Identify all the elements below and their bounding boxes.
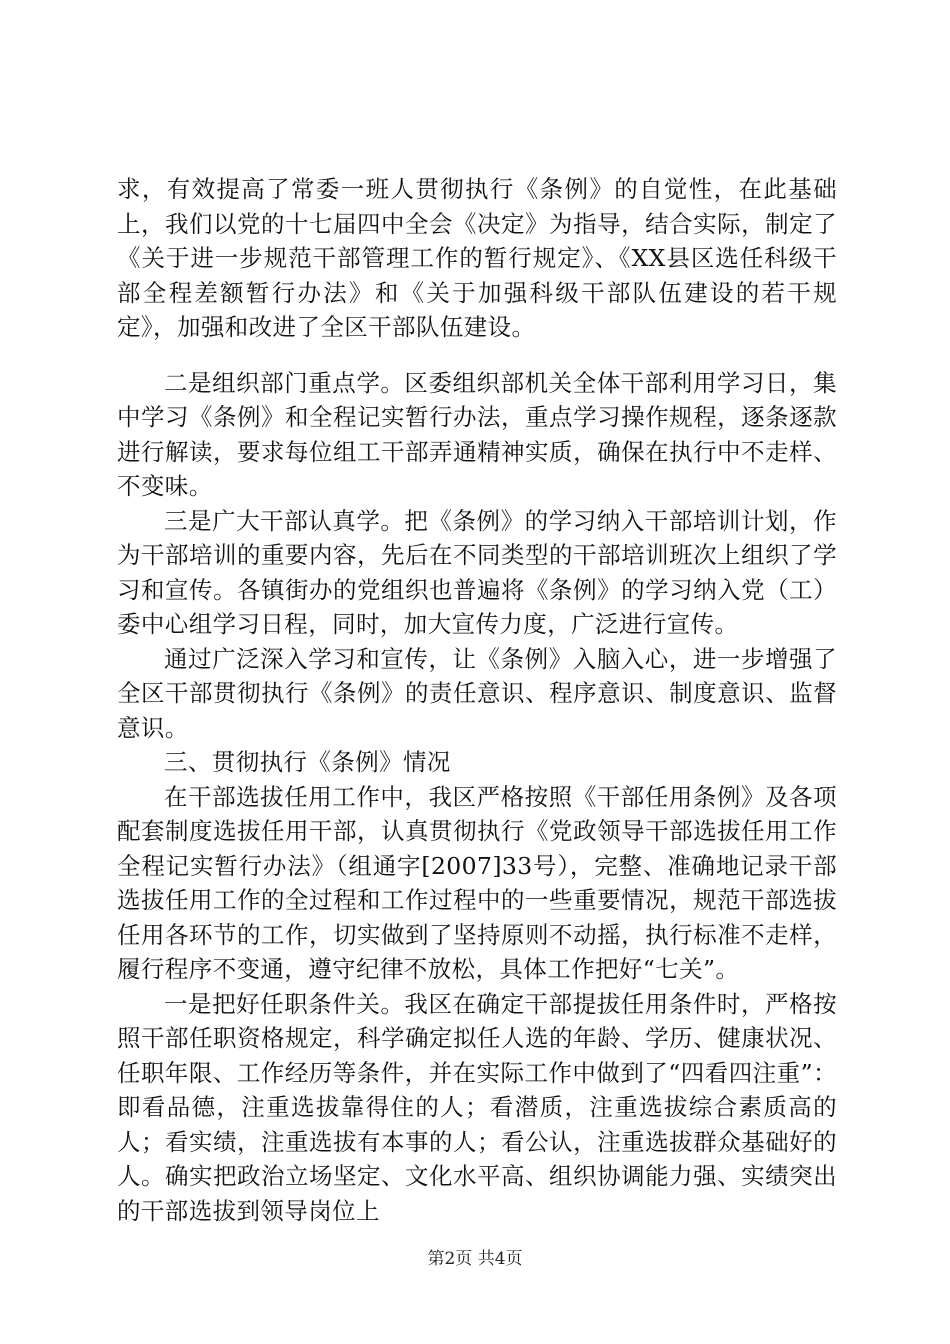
paragraph-5: 在干部选拔任用工作中，我区严格按照《干部任用条例》及各项配套制度选拔任用干部，认真贯彻执行《党政领导干部选拔任用工作全程记实暂行办法》（组通字[2007]33号），完整、准确地记录干部选拔任用工作的全过程和工作过程中的一些重要情况，规范干部选拔任用各环节的工作，切实做到了坚持原则不动摇，执行标准不走样，履行程序不变通，遵守纪律不放松，具体工作把好“七关”。 <box>117 782 837 983</box>
paragraph-6: 一是把好任职条件关。我区在确定干部提拔任用条件时，严格按照干部任职资格规定，科学确定拟任人选的年龄、学历、健康状况、任职年限、工作经历等条件，并在实际工作中做到了“四看四注重”：即看品德，注重选拔靠得住的人；看潜质，注重选拔综合素质高的人；看实绩，注重选拔有本事的人；看公认，注重选拔群众基础好的人。确实把政治立场坚定、文化水平高、组织协调能力强、实绩突出的干部选拔到领导岗位上 <box>117 989 837 1225</box>
paragraph-2: 二是组织部门重点学。区委组织部机关全体干部利用学习日，集中学习《条例》和全程记实暂行办法，重点学习操作规程，逐条逐款进行解读，要求每位组工干部弄通精神实质，确保在执行中不走样、不变味。 <box>117 368 837 500</box>
paragraph-4: 通过广泛深入学习和宣传，让《条例》入脑入心，进一步增强了全区干部贯彻执行《条例》的责任意识、程序意识、制度意识、监督意识。 <box>117 644 837 742</box>
document-body <box>117 172 837 1228</box>
page-number: 第2页 共4页 <box>427 1249 523 1269</box>
section-heading: 三、贯彻执行《条例》情况 <box>164 748 451 776</box>
paragraph-3: 三是广大干部认真学。把《条例》的学习纳入干部培训计划，作为干部培训的重要内容，先后在不同类型的干部培训班次上组织了学习和宣传。各镇街办的党组织也普遍将《条例》的学习纳入党（工）委中心组学习日程，同时，加大宣传力度，广泛进行宣传。 <box>117 506 837 638</box>
paragraph-1: 求，有效提高了常委一班人贯彻执行《条例》的自觉性，在此基础上，我们以党的十七届四中全会《决定》为指导，结合实际，制定了《关于进一步规范干部管理工作的暂行规定》、《XX县区选任科级干部全程差额暂行办法》和《关于加强科级干部队伍建设的若干规定》，加强和改进了全区干部队伍建设。 <box>117 175 837 341</box>
page-footer <box>0 1247 950 1271</box>
